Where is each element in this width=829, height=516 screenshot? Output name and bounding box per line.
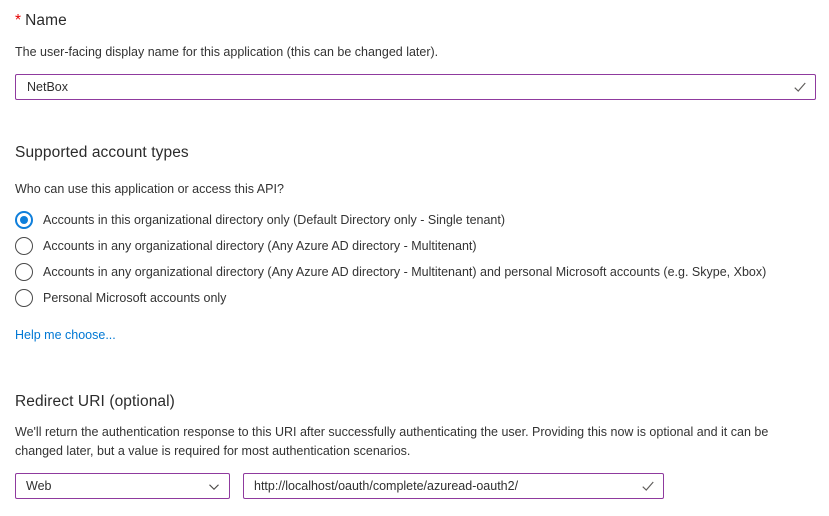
- radio-button-icon[interactable]: [15, 263, 33, 281]
- redirect-uri-title: Redirect URI (optional): [15, 393, 175, 410]
- option-multitenant-personal[interactable]: [15, 259, 816, 285]
- name-section: [15, 11, 816, 100]
- account-types-question: Who can use this application or access this API?: [15, 182, 284, 196]
- name-section-title: [15, 11, 816, 31]
- option-multitenant[interactable]: [15, 233, 816, 259]
- name-description: The user-facing display name for this application (this can be changed later).: [15, 45, 439, 59]
- radio-button-icon[interactable]: [15, 289, 33, 307]
- redirect-uri-input[interactable]: [243, 473, 664, 499]
- platform-select[interactable]: [15, 473, 230, 499]
- name-input[interactable]: [15, 74, 816, 100]
- redirect-uri-row: [15, 473, 816, 499]
- redirect-uri-description: We'll return the authentication response to this URI after successfully authenticating the user. Providing this now is optional and it can be changed later, but a value is required for most authentication scenarios.: [15, 425, 769, 458]
- chevron-down-icon: [208, 481, 220, 493]
- redirect-uri-section: [15, 392, 816, 499]
- account-type-options: [15, 207, 816, 311]
- name-field: [15, 74, 816, 100]
- option-label: Personal Microsoft accounts only: [43, 291, 227, 305]
- account-types-section: [15, 143, 816, 344]
- radio-button-icon[interactable]: [15, 211, 33, 229]
- radio-button-icon[interactable]: [15, 237, 33, 255]
- required-asterisk: *: [15, 12, 22, 29]
- account-types-title: Supported account types: [15, 144, 189, 161]
- uri-field: [243, 473, 664, 499]
- help-me-choose-link[interactable]: Help me choose...: [15, 328, 116, 342]
- option-single-tenant[interactable]: [15, 207, 816, 233]
- option-label: Accounts in any organizational directory (Any Azure AD directory - Multitenant): [43, 239, 477, 253]
- option-label: Accounts in this organizational directory only (Default Directory only - Single tenant): [43, 213, 506, 227]
- option-personal-only[interactable]: [15, 285, 816, 311]
- name-title-text: Name: [25, 12, 67, 29]
- platform-select-value: Web: [26, 479, 52, 493]
- option-label: Accounts in any organizational directory (Any Azure AD directory - Multitenant) and personal Microsoft accounts (e.g. Skype, Xbox): [43, 265, 767, 279]
